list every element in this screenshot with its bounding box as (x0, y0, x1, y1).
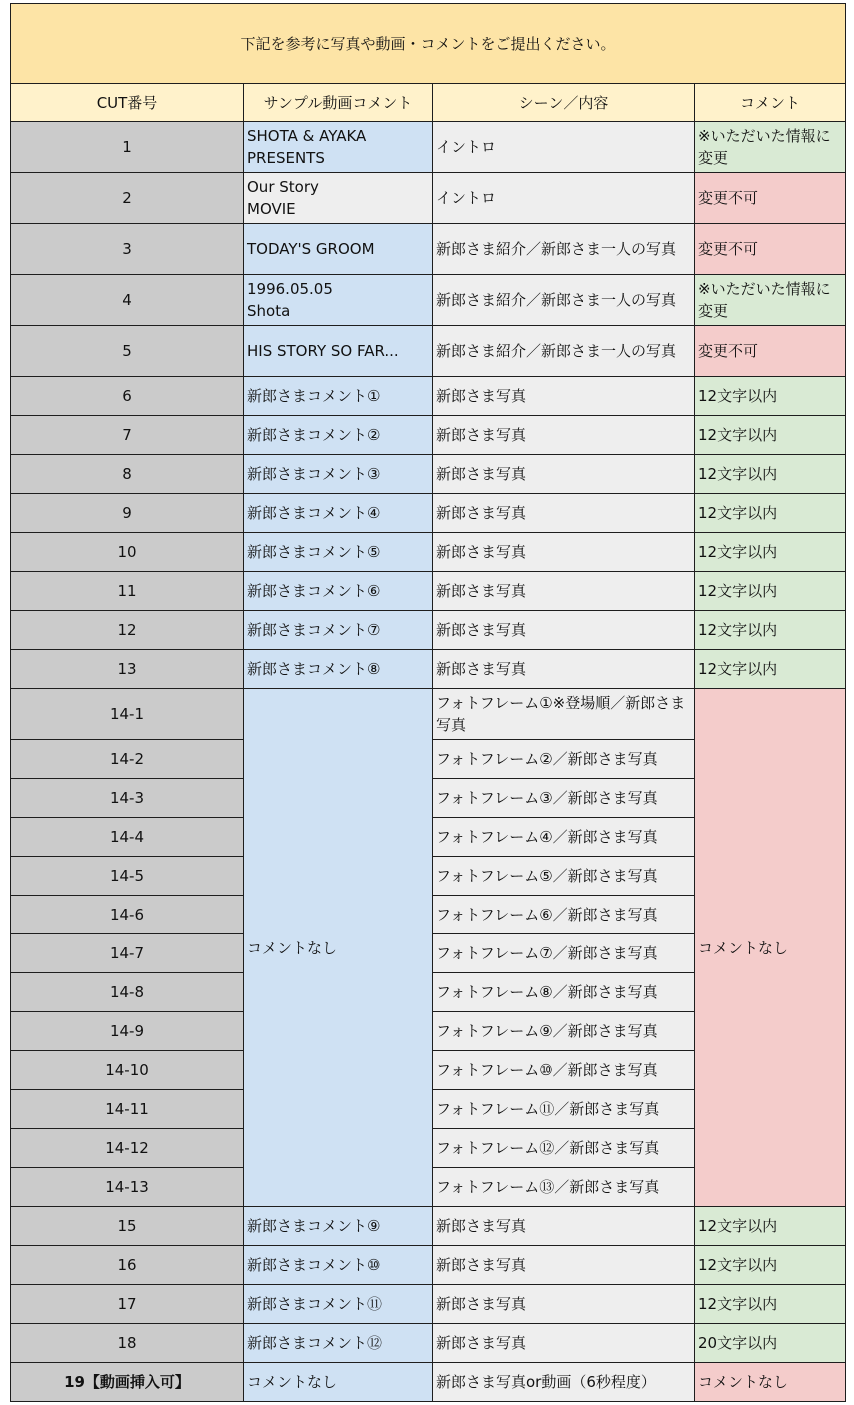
cut-number: 14-11 (11, 1090, 244, 1129)
comment-rule: 12文字以内 (695, 416, 846, 455)
scene: フォトフレーム⑪／新郎さま写真 (433, 1090, 695, 1129)
scene: フォトフレーム⑫／新郎さま写真 (433, 1129, 695, 1168)
sample-comment: HIS STORY SO FAR... (244, 326, 433, 377)
table-row (11, 455, 846, 494)
sample-comment: コメントなし (244, 1363, 433, 1402)
table-row (11, 1363, 846, 1402)
scene: 新郎さま写真 (433, 1246, 695, 1285)
sample-comment: 1996.05.05 Shota (244, 275, 433, 326)
cut-number: 3 (11, 224, 244, 275)
scene: フォトフレーム④／新郎さま写真 (433, 818, 695, 857)
cut-number: 14-5 (11, 857, 244, 896)
comment-rule: 12文字以内 (695, 1285, 846, 1324)
scene: フォトフレーム⑦／新郎さま写真 (433, 934, 695, 973)
scene: フォトフレーム⑬／新郎さま写真 (433, 1168, 695, 1207)
scene: 新郎さま写真 (433, 650, 695, 689)
scene: フォトフレーム⑥／新郎さま写真 (433, 896, 695, 934)
cut-number: 16 (11, 1246, 244, 1285)
comment-rule: 12文字以内 (695, 533, 846, 572)
sample-comment: 新郎さまコメント③ (244, 455, 433, 494)
sample-comment: 新郎さまコメント⑨ (244, 1207, 433, 1246)
cut-number: 8 (11, 455, 244, 494)
sample-comment: 新郎さまコメント② (244, 416, 433, 455)
scene: 新郎さま写真 (433, 455, 695, 494)
scene: 新郎さま写真or動画（6秒程度） (433, 1363, 695, 1402)
cut-number: 17 (11, 1285, 244, 1324)
table-row (11, 572, 846, 611)
comment-rule: 12文字以内 (695, 1207, 846, 1246)
scene: 新郎さま写真 (433, 572, 695, 611)
scene: 新郎さま写真 (433, 1324, 695, 1363)
cut-number: 10 (11, 533, 244, 572)
header-sample-comment: サンプル動画コメント (244, 84, 433, 122)
table-row (11, 1285, 846, 1324)
table-row (11, 1246, 846, 1285)
table-row (11, 377, 846, 416)
comment-rule: ※いただいた情報に変更 (695, 275, 846, 326)
sample-comment: 新郎さまコメント⑤ (244, 533, 433, 572)
sample-comment: 新郎さまコメント④ (244, 494, 433, 533)
frames-sample-comment: コメントなし (244, 689, 433, 1207)
comment-rule: コメントなし (695, 1363, 846, 1402)
cut-number: 14-10 (11, 1051, 244, 1090)
cut-number: 12 (11, 611, 244, 650)
submission-sheet (10, 3, 846, 1402)
cut-number: 4 (11, 275, 244, 326)
frames-comment-rule: コメントなし (695, 689, 846, 1207)
sample-comment: TODAY'S GROOM (244, 224, 433, 275)
scene: 新郎さま写真 (433, 533, 695, 572)
scene: フォトフレーム③／新郎さま写真 (433, 779, 695, 818)
cut-number: 14-6 (11, 896, 244, 934)
comment-rule: 12文字以内 (695, 650, 846, 689)
sample-comment: 新郎さまコメント⑦ (244, 611, 433, 650)
scene: 新郎さま紹介／新郎さま一人の写真 (433, 326, 695, 377)
sample-comment: SHOTA & AYAKA PRESENTS (244, 122, 433, 173)
scene: 新郎さま紹介／新郎さま一人の写真 (433, 275, 695, 326)
scene: 新郎さま写真 (433, 416, 695, 455)
table-row (11, 1324, 846, 1363)
cut-table (10, 3, 846, 1402)
sample-comment: 新郎さまコメント⑥ (244, 572, 433, 611)
scene: フォトフレーム①※登場順／新郎さま写真 (433, 689, 695, 740)
scene: 新郎さま写真 (433, 494, 695, 533)
header-comment: コメント (695, 84, 846, 122)
table-row (11, 533, 846, 572)
header-cut-number: CUT番号 (11, 84, 244, 122)
cut-number: 14-7 (11, 934, 244, 973)
sample-comment: 新郎さまコメント① (244, 377, 433, 416)
cut-number: 15 (11, 1207, 244, 1246)
scene: イントロ (433, 122, 695, 173)
cut-number: 13 (11, 650, 244, 689)
sample-comment: 新郎さまコメント⑪ (244, 1285, 433, 1324)
sample-comment: 新郎さまコメント⑩ (244, 1246, 433, 1285)
scene: フォトフレーム⑨／新郎さま写真 (433, 1012, 695, 1051)
comment-rule: 12文字以内 (695, 377, 846, 416)
comment-rule: 変更不可 (695, 326, 846, 377)
comment-rule: 変更不可 (695, 224, 846, 275)
cut-number: 1 (11, 122, 244, 173)
scene: フォトフレーム②／新郎さま写真 (433, 740, 695, 779)
cut-number: 14-3 (11, 779, 244, 818)
comment-rule: 20文字以内 (695, 1324, 846, 1363)
table-row (11, 416, 846, 455)
cut-number: 14-4 (11, 818, 244, 857)
scene: フォトフレーム⑧／新郎さま写真 (433, 973, 695, 1012)
sample-comment: Our Story MOVIE (244, 173, 433, 224)
cut-number: 14-9 (11, 1012, 244, 1051)
instruction-banner: 下記を参考に写真や動画・コメントをご提出ください。 (11, 4, 846, 84)
scene: イントロ (433, 173, 695, 224)
comment-rule: 変更不可 (695, 173, 846, 224)
table-row (11, 326, 846, 377)
cut-number: 19【動画挿入可】 (11, 1363, 244, 1402)
cut-number: 9 (11, 494, 244, 533)
comment-rule: 12文字以内 (695, 494, 846, 533)
header-scene: シーン／内容 (433, 84, 695, 122)
scene: 新郎さま写真 (433, 1285, 695, 1324)
table-row (11, 173, 846, 224)
cut-number: 14-13 (11, 1168, 244, 1207)
table-row (11, 224, 846, 275)
table-row (11, 122, 846, 173)
comment-rule: 12文字以内 (695, 455, 846, 494)
scene: フォトフレーム⑤／新郎さま写真 (433, 857, 695, 896)
cut-number: 2 (11, 173, 244, 224)
table-row (11, 611, 846, 650)
table-row (11, 1207, 846, 1246)
cut-number: 6 (11, 377, 244, 416)
comment-rule: 12文字以内 (695, 1246, 846, 1285)
cut-number: 7 (11, 416, 244, 455)
scene: 新郎さま紹介／新郎さま一人の写真 (433, 224, 695, 275)
table-row (11, 689, 846, 740)
cut-number: 14-2 (11, 740, 244, 779)
table-row (11, 650, 846, 689)
cut-number: 11 (11, 572, 244, 611)
comment-rule: 12文字以内 (695, 611, 846, 650)
comment-rule: 12文字以内 (695, 572, 846, 611)
table-row (11, 494, 846, 533)
cut-number: 5 (11, 326, 244, 377)
cut-number: 14-8 (11, 973, 244, 1012)
scene: 新郎さま写真 (433, 377, 695, 416)
table-row (11, 275, 846, 326)
sample-comment: 新郎さまコメント⑫ (244, 1324, 433, 1363)
scene: 新郎さま写真 (433, 1207, 695, 1246)
comment-rule: ※いただいた情報に変更 (695, 122, 846, 173)
scene: フォトフレーム⑩／新郎さま写真 (433, 1051, 695, 1090)
sample-comment: 新郎さまコメント⑧ (244, 650, 433, 689)
cut-number: 18 (11, 1324, 244, 1363)
scene: 新郎さま写真 (433, 611, 695, 650)
cut-number: 14-12 (11, 1129, 244, 1168)
cut-number: 14-1 (11, 689, 244, 740)
